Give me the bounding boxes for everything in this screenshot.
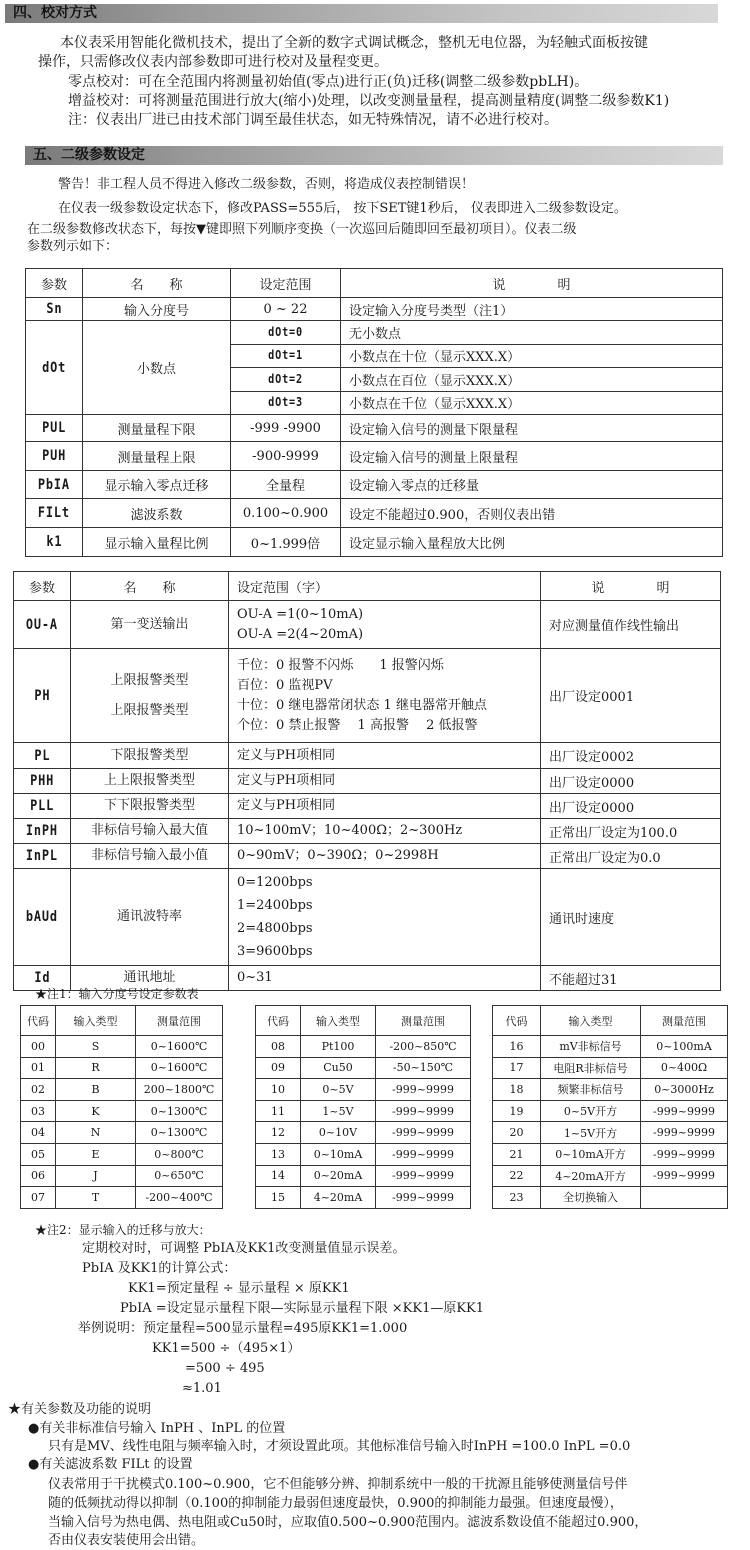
param-range-line: 2=4800bps <box>237 921 313 936</box>
table-row <box>14 819 721 844</box>
secondary-params-table-1 <box>25 268 723 557</box>
text-line: 举例说明：预定量程=500显示量程=495原KK1=1.000 <box>78 1321 408 1336</box>
input-type: 全切换输入 <box>541 1187 641 1209</box>
input-type-table-2 <box>255 1005 471 1209</box>
table-row <box>493 1100 728 1122</box>
param-name: 小数点 <box>83 321 231 415</box>
table-row <box>26 321 723 345</box>
param-desc: 正常出厂设定为0.0 <box>541 844 721 869</box>
param-range <box>229 743 541 769</box>
input-type: 0~20mA <box>301 1165 376 1187</box>
input-type-table-1 <box>20 1005 223 1209</box>
param-name-line: 上限报警类型 <box>110 702 189 718</box>
column-header: 说 明 <box>341 269 723 298</box>
param-code <box>14 743 71 769</box>
table-row <box>493 1165 728 1187</box>
input-type: T <box>56 1187 136 1209</box>
param-desc: 设定显示输入量程放大比例 <box>341 528 723 557</box>
input-type-table-3 <box>492 1005 728 1209</box>
param-range: -999 -9900 <box>231 415 341 442</box>
param-name-line: 上上限报警类型 <box>103 773 195 788</box>
param-range-line: 个位：0 禁止报警 1 高报警 2 低报警 <box>237 717 478 733</box>
input-type: 电阻R非标信号 <box>541 1057 641 1079</box>
column-header: 参数 <box>14 572 71 601</box>
text-line: ●有关滤波系数 FILt 的设置 <box>28 1457 193 1472</box>
param-name-line: 通讯波特率 <box>116 909 182 924</box>
param-name-line: 下下限报警类型 <box>103 798 195 813</box>
code: 04 <box>21 1122 56 1144</box>
input-type: B <box>56 1079 136 1101</box>
code: 11 <box>256 1100 301 1122</box>
param-desc: 设定输入信号的测量下限量程 <box>341 415 723 442</box>
measure-range: -999~9999 <box>641 1122 728 1144</box>
measure-range: 0~800℃ <box>136 1143 223 1165</box>
param-range <box>231 344 341 368</box>
param-code-text: Sn <box>45 301 63 317</box>
table-row <box>14 649 721 743</box>
table-row <box>493 1036 728 1058</box>
table-row <box>26 499 723 528</box>
param-name: 测量量程上限 <box>83 442 231 471</box>
param-code <box>26 442 83 471</box>
text-line: =500 ÷ 495 <box>185 1361 265 1376</box>
measure-range: 0~1600℃ <box>136 1057 223 1079</box>
table-row <box>21 1165 223 1187</box>
param-name-line: 通讯地址 <box>123 970 176 985</box>
column-header: 测量范围 <box>136 1006 223 1036</box>
param-name: 显示输入量程比例 <box>83 528 231 557</box>
param-range-text: dOt=0 <box>268 324 303 339</box>
table-header <box>256 1006 471 1036</box>
param-desc: 正常出厂设定为100.0 <box>541 819 721 844</box>
measure-range: -999~9999 <box>376 1122 471 1144</box>
param-code <box>14 819 71 844</box>
param-range <box>229 601 541 649</box>
param-desc: 出厂设定0000 <box>541 794 721 819</box>
table-row <box>14 869 721 966</box>
param-name <box>71 869 229 966</box>
param-range-line: OU-A =1(0~10mA) <box>237 606 364 622</box>
code: 00 <box>21 1036 56 1058</box>
table-header <box>21 1006 223 1036</box>
code: 18 <box>493 1079 541 1101</box>
table-row <box>493 1122 728 1144</box>
param-name: 显示输入零点迁移 <box>83 471 231 499</box>
input-type: 0~10mA开方 <box>541 1143 641 1165</box>
param-range: 0 ~ 22 <box>231 298 341 321</box>
param-range <box>231 368 341 392</box>
param-code-text: Id <box>33 970 51 986</box>
table-row <box>493 1143 728 1165</box>
param-code-text: bAUd <box>25 909 59 925</box>
text-line: ≈1.01 <box>182 1381 222 1396</box>
table-row <box>256 1100 471 1122</box>
code: 17 <box>493 1057 541 1079</box>
measure-range: -999~9999 <box>641 1100 728 1122</box>
measure-range: -999~9999 <box>641 1143 728 1165</box>
param-name-line: 第一变送输出 <box>110 616 189 632</box>
note1-title: ★注1：输入分度号设定参数表 <box>35 987 199 1001</box>
measure-range <box>641 1187 728 1209</box>
text-line: 零点校对：可在全范围内将测量初始值(零点)进行正(负)迁移(调整二级参数pbLH)。 <box>68 74 589 90</box>
table-row <box>14 844 721 869</box>
param-code-text: PbIA <box>37 476 71 493</box>
input-type: E <box>56 1143 136 1165</box>
param-desc: 小数点在百位（显示XXX.X） <box>341 368 723 392</box>
param-range <box>231 391 341 415</box>
param-code-text: InPL <box>25 848 59 864</box>
param-code-text: FILt <box>37 505 71 521</box>
param-range-line: 定义与PH项相同 <box>237 798 336 813</box>
param-range <box>229 819 541 844</box>
param-desc: 设定不能超过0.900，否则仪表出错 <box>341 499 723 528</box>
code: 06 <box>21 1165 56 1187</box>
table-row <box>256 1079 471 1101</box>
param-name: 测量量程下限 <box>83 415 231 442</box>
param-code-text: PUH <box>41 448 67 464</box>
column-header: 设定范围 <box>231 269 341 298</box>
param-code <box>14 649 71 743</box>
column-header: 测量范围 <box>641 1006 728 1036</box>
table-row <box>14 601 721 649</box>
param-name-line: 上限报警类型 <box>110 672 189 688</box>
param-range <box>229 649 541 743</box>
table-row <box>26 415 723 442</box>
code: 09 <box>256 1057 301 1079</box>
input-type: S <box>56 1036 136 1058</box>
section5-header: 五、二级参数设定 <box>25 146 723 165</box>
text-line: 在仪表一级参数设定状态下，修改PASS=555后， 按下SET键1秒后， 仪表即进入二级参数设定。 <box>58 201 627 216</box>
measure-range: -200~400℃ <box>136 1187 223 1209</box>
input-type: R <box>56 1057 136 1079</box>
text-line: 本仪表采用智能化微机技术，提出了全新的数字式调试概念，整机无电位器，为轻触式面板按键 <box>60 35 648 51</box>
text-line: 增益校对：可将测量范围进行放大(缩小)处理，以改变测量量程，提高测量精度(调整二级参数K1) <box>68 93 670 109</box>
table-header <box>493 1006 728 1036</box>
param-desc: 设定输入信号的测量上限量程 <box>341 442 723 471</box>
column-header: 代码 <box>21 1006 56 1036</box>
text-line: 当输入信号为热电偶、热电阻或Cu50时，应取值0.500~0.900范围内。滤波系数设值不能超过0.900， <box>48 1515 648 1530</box>
param-code-text: OU-A <box>25 616 59 633</box>
measure-range: -999~9999 <box>376 1165 471 1187</box>
column-header: 输入类型 <box>541 1006 641 1036</box>
param-desc: 出厂设定0000 <box>541 769 721 794</box>
text-line: ●有关非标准信号输入 InPH 、InPL 的位置 <box>28 1421 286 1436</box>
param-name <box>71 794 229 819</box>
text-line: PbIA 及KK1的计算公式： <box>82 1261 237 1276</box>
table-row <box>493 1187 728 1209</box>
param-range: 0.100~0.900 <box>231 499 341 528</box>
table-row <box>21 1036 223 1058</box>
code: 01 <box>21 1057 56 1079</box>
code: 03 <box>21 1100 56 1122</box>
measure-range: 0~1300℃ <box>136 1100 223 1122</box>
measure-range: -50~150℃ <box>376 1057 471 1079</box>
measure-range: 200~1800℃ <box>136 1079 223 1101</box>
param-desc: 小数点在千位（显示XXX.X） <box>341 391 723 415</box>
code: 05 <box>21 1143 56 1165</box>
param-code <box>26 471 83 499</box>
input-type: 4~20mA开方 <box>541 1165 641 1187</box>
param-range: -900-9999 <box>231 442 341 471</box>
table-row <box>14 769 721 794</box>
param-code <box>26 415 83 442</box>
measure-range: -999~9999 <box>376 1143 471 1165</box>
text-line: 仪表常用于干扰模式0.100~0.900，它不但能够分辨、抑制系统中一般的干扰源且能够使测量信号伴 <box>48 1477 628 1492</box>
param-desc: 不能超过31 <box>541 966 721 991</box>
input-type: K <box>56 1100 136 1122</box>
code: 02 <box>21 1079 56 1101</box>
code: 23 <box>493 1187 541 1209</box>
table-row <box>26 471 723 499</box>
text-line: 在二级参数修改状态下，每按▼键即照下列顺序变换（一次巡回后随即回至最初项目）。仪表二级 <box>27 222 577 237</box>
measure-range: 0~3000Hz <box>641 1079 728 1101</box>
text-line: 操作，只需修改仪表内部参数即可进行校对及量程变更。 <box>38 54 388 70</box>
code: 08 <box>256 1036 301 1058</box>
param-desc: 无小数点 <box>341 321 723 345</box>
table-row <box>493 1079 728 1101</box>
param-range <box>229 794 541 819</box>
input-type: 1~5V <box>301 1100 376 1122</box>
column-header: 名 称 <box>71 572 229 601</box>
param-range-line: 0~31 <box>237 970 273 985</box>
note2-title: ★注2：显示输入的迁移与放大： <box>35 1223 211 1237</box>
param-code <box>14 869 71 966</box>
input-type: 1~5V开方 <box>541 1122 641 1144</box>
column-header: 说 明 <box>541 572 721 601</box>
param-code-text: PL <box>33 747 51 764</box>
column-header: 输入类型 <box>301 1006 376 1036</box>
input-type: N <box>56 1122 136 1144</box>
param-name <box>71 601 229 649</box>
input-type: 0~5V开方 <box>541 1100 641 1122</box>
param-name <box>71 844 229 869</box>
measure-range: 0~1300℃ <box>136 1122 223 1144</box>
code: 16 <box>493 1036 541 1058</box>
code: 19 <box>493 1100 541 1122</box>
text-line: PbIA =设定显示量程下限—实际显示量程下限 ×KK1—原KK1 <box>120 1301 485 1316</box>
measure-range: 0~650℃ <box>136 1165 223 1187</box>
param-code-text: PH <box>33 687 51 704</box>
param-desc: 通讯时速度 <box>541 869 721 966</box>
param-name <box>71 649 229 743</box>
column-header: 测量范围 <box>376 1006 471 1036</box>
param-range-line: 千位：0 报警不闪烁 1 报警闪烁 <box>237 657 444 673</box>
param-code <box>14 794 71 819</box>
input-type: 0~5V <box>301 1079 376 1101</box>
table-row <box>256 1143 471 1165</box>
measure-range: 0~400Ω <box>641 1057 728 1079</box>
param-name-line: 非标信号输入最大值 <box>90 823 208 838</box>
notes3-title: ★有关参数及功能的说明 <box>8 1402 152 1417</box>
param-range-line: 十位：0 继电器常闭状态 1 继电器常开触点 <box>237 697 487 713</box>
param-name <box>71 769 229 794</box>
param-range-line: 3=9600bps <box>237 944 313 959</box>
column-header: 参数 <box>26 269 83 298</box>
param-code <box>26 321 83 415</box>
param-name: 滤波系数 <box>83 499 231 528</box>
secondary-params-table-2 <box>13 571 721 991</box>
input-type: mV非标信号 <box>541 1036 641 1058</box>
table-row <box>256 1187 471 1209</box>
text-line: KK1=500 ÷（495×1） <box>152 1341 301 1356</box>
param-code <box>14 601 71 649</box>
param-range <box>231 321 341 345</box>
param-desc: 小数点在十位（显示XXX.X） <box>341 344 723 368</box>
param-desc: 对应测量值作线性输出 <box>541 601 721 649</box>
column-header: 输入类型 <box>56 1006 136 1036</box>
param-code <box>26 499 83 528</box>
param-range-line: 百位：0 监视PV <box>237 677 333 693</box>
table-row <box>26 528 723 557</box>
param-range <box>229 769 541 794</box>
param-name <box>71 743 229 769</box>
table-row <box>14 794 721 819</box>
text-line: 只有是MV、线性电阻与频率输入时，才须设置此项。其他标准信号输入时InPH =100.0 InPL =0.0 <box>48 1439 631 1454</box>
measure-range: -999~9999 <box>641 1165 728 1187</box>
measure-range: -999~9999 <box>376 1079 471 1101</box>
param-code-text: dOt <box>41 359 67 376</box>
code: 21 <box>493 1143 541 1165</box>
param-desc: 设定输入零点的迁移量 <box>341 471 723 499</box>
param-range-line: 10~100mV；10~400Ω；2~300Hz <box>237 823 463 838</box>
param-range-text: dOt=2 <box>268 371 303 386</box>
input-type: 0~10mA <box>301 1143 376 1165</box>
param-range: 全量程 <box>231 471 341 499</box>
table-row <box>21 1057 223 1079</box>
param-range: 0~1.999倍 <box>231 528 341 557</box>
measure-range: 0~1600℃ <box>136 1036 223 1058</box>
table-row <box>256 1057 471 1079</box>
code: 22 <box>493 1165 541 1187</box>
param-range <box>229 869 541 966</box>
param-range <box>229 844 541 869</box>
param-range-line: 定义与PH项相同 <box>237 747 336 763</box>
measure-range: -200~850℃ <box>376 1036 471 1058</box>
param-code-text: k1 <box>45 534 63 550</box>
input-type: 4~20mA <box>301 1187 376 1209</box>
table-row <box>26 298 723 321</box>
text-line: 否由仪表安装使用会出错。 <box>48 1533 205 1548</box>
table-row <box>21 1187 223 1209</box>
text-line: 注：仪表出厂进已由技术部门调至最佳状态，如无特殊情况，请不必进行校对。 <box>68 112 558 128</box>
code: 15 <box>256 1187 301 1209</box>
param-code-text: PUL <box>41 420 67 436</box>
column-header: 设定范围（字） <box>229 572 541 601</box>
param-name: 输入分度号 <box>83 298 231 321</box>
input-type: J <box>56 1165 136 1187</box>
measure-range: -999~9999 <box>376 1187 471 1209</box>
text-line: 随的低频扰动得以抑制（0.100的抑制能力最弱但速度最快，0.900的抑制能力最强。但速度最慢）， <box>48 1496 623 1511</box>
input-type: Pt100 <box>301 1036 376 1058</box>
table-row <box>21 1079 223 1101</box>
param-range-text: dOt=1 <box>268 348 303 363</box>
code: 10 <box>256 1079 301 1101</box>
table-row <box>256 1122 471 1144</box>
code: 07 <box>21 1187 56 1209</box>
section4-header: 四、校对方式 <box>5 4 718 23</box>
param-code <box>14 844 71 869</box>
table-row <box>493 1057 728 1079</box>
param-name-line: 下限报警类型 <box>110 747 189 763</box>
code: 20 <box>493 1122 541 1144</box>
code: 12 <box>256 1122 301 1144</box>
param-code <box>14 769 71 794</box>
param-code <box>26 528 83 557</box>
code: 14 <box>256 1165 301 1187</box>
code: 13 <box>256 1143 301 1165</box>
table-row <box>256 1036 471 1058</box>
input-type: Cu50 <box>301 1057 376 1079</box>
param-range-line: 1=2400bps <box>237 898 313 913</box>
text-line: 定期校对时，可调整 PbIA及KK1改变测量值显示误差。 <box>82 1241 406 1256</box>
column-header: 代码 <box>256 1006 301 1036</box>
table-header <box>14 572 721 601</box>
input-type: 频繁非标信号 <box>541 1079 641 1101</box>
param-code-text: InPH <box>25 823 59 839</box>
param-range-line: OU-A =2(4~20mA) <box>237 626 364 642</box>
param-desc: 出厂设定0002 <box>541 743 721 769</box>
param-code <box>26 298 83 321</box>
param-name-line: 非标信号输入最小值 <box>90 848 208 863</box>
param-desc: 设定输入分度号类型（注1） <box>341 298 723 321</box>
text-line: 参数列示如下： <box>27 239 119 254</box>
text-line: 警告！非工程人员不得进入修改二级参数，否则，将造成仪表控制错误！ <box>58 177 475 192</box>
param-range-line: 0~90mV；0~390Ω；0~2998H <box>237 848 439 863</box>
column-header: 代码 <box>493 1006 541 1036</box>
table-header <box>26 269 723 298</box>
param-range-line: 0=1200bps <box>237 875 313 890</box>
param-range-line: 定义与PH项相同 <box>237 773 336 788</box>
measure-range: 0~100mA <box>641 1036 728 1058</box>
measure-range: -999~9999 <box>376 1100 471 1122</box>
table-row <box>256 1165 471 1187</box>
table-row <box>26 442 723 471</box>
table-row <box>21 1143 223 1165</box>
text-line: KK1=预定量程 ÷ 显示量程 × 原KK1 <box>128 1281 350 1296</box>
table-row <box>21 1100 223 1122</box>
column-header: 名 称 <box>83 269 231 298</box>
param-name <box>71 819 229 844</box>
input-type: 0~10V <box>301 1122 376 1144</box>
table-row <box>21 1122 223 1144</box>
table-row <box>14 743 721 769</box>
param-desc: 出厂设定0001 <box>541 649 721 743</box>
param-code-text: PHH <box>29 773 55 789</box>
param-code-text: PLL <box>29 798 55 814</box>
param-range-text: dOt=3 <box>268 395 303 410</box>
param-range <box>229 966 541 991</box>
